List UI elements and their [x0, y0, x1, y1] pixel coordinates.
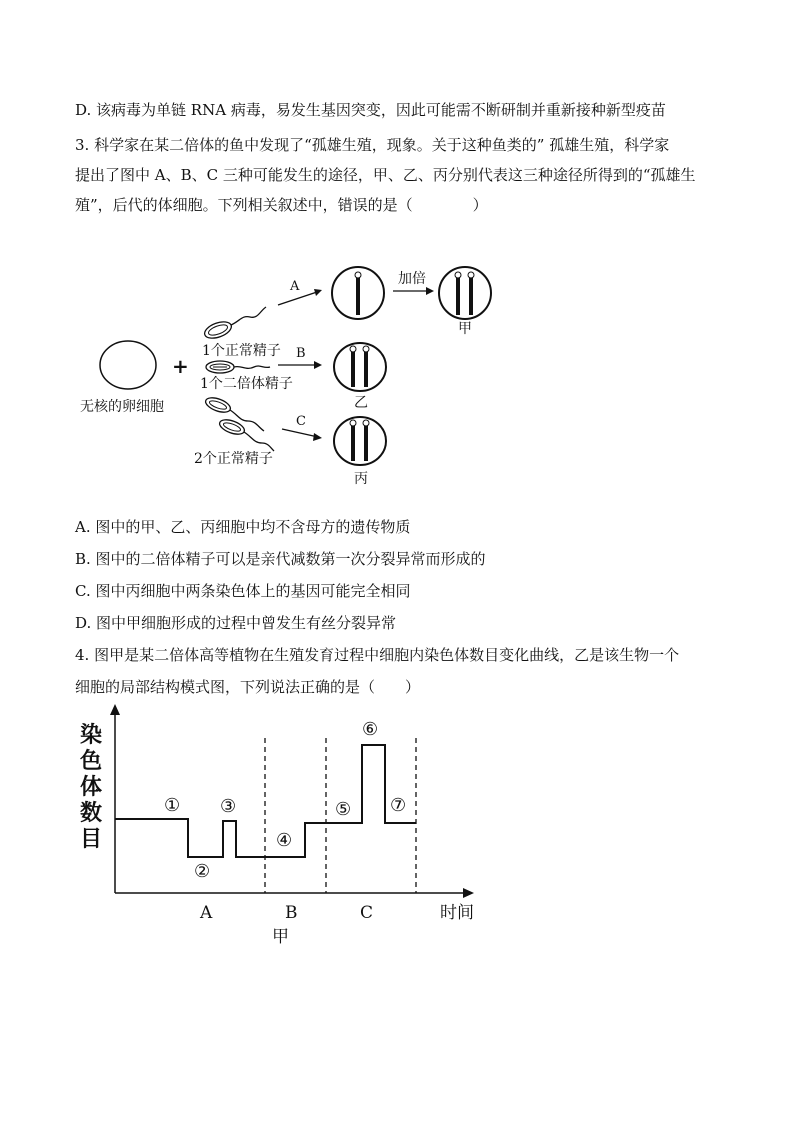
segment-label-5: ⑤	[335, 799, 352, 820]
sperm-c-label: 2个正常精子	[194, 451, 273, 467]
q3-option-a: A. 图中的甲、乙、丙细胞中均不含母方的遗传物质	[75, 518, 411, 536]
q3-stem-line1: 3. 科学家在某二倍体的鱼中发现了“孤雄生殖，现象。关于这种鱼类的” 孤雄生殖，科学家	[75, 136, 670, 154]
x-axis-label: 时间	[440, 903, 474, 923]
segment-label-4: ④	[276, 830, 293, 851]
q4-stem-line2: 细胞的局部结构模式图，下列说法正确的是（ ）	[75, 678, 421, 696]
androgenesis-diagram	[60, 245, 520, 495]
q3-option-b: B. 图中的二倍体精子可以是亲代减数第一次分裂异常而形成的	[75, 550, 486, 568]
route-a-label: A	[290, 279, 300, 294]
segment-label-6: ⑥	[362, 719, 379, 740]
sperm-b-icon	[206, 361, 270, 373]
cell-yi	[334, 343, 386, 391]
cell-bing	[334, 417, 386, 465]
phase-label-a: A	[200, 903, 213, 923]
cell-yi-label: 乙	[354, 395, 368, 411]
route-c-label: C	[296, 414, 306, 429]
plus-sign: +	[172, 354, 189, 378]
y-axis-label-char-2: 色	[80, 748, 103, 774]
q3-stem-line2: 提出了图中 A、B、C 三种可能发生的途径，甲、乙、丙分别代表这三种途径所得到的“孤雄生	[75, 166, 696, 184]
segment-label-1: ①	[164, 795, 181, 816]
cell-bing-label: 丙	[354, 471, 368, 487]
y-axis-label-char-4: 数	[80, 800, 103, 826]
cell-jia	[439, 267, 491, 319]
route-b-label: B	[296, 346, 306, 361]
q3-option-d: D. 图中甲细胞形成的过程中曾发生有丝分裂异常	[75, 614, 397, 632]
sperm-b-label: 1个二倍体精子	[200, 376, 293, 392]
phase-label-c: C	[360, 903, 374, 923]
segment-label-7: ⑦	[390, 795, 407, 816]
sperm-a-icon	[202, 307, 266, 341]
phase-label-b: B	[285, 903, 298, 923]
cell-jia-label: 甲	[458, 321, 472, 337]
chromosome-curve-chart	[70, 700, 490, 955]
segment-label-3: ③	[220, 796, 237, 817]
q4-stem-line1: 4. 图甲是某二倍体高等植物在生殖发育过程中细胞内染色体数目变化曲线，乙是该生物一个	[75, 646, 680, 664]
sperm-c-icon	[204, 395, 274, 451]
sperm-a-label: 1个正常精子	[202, 343, 281, 359]
figure-caption: 甲	[272, 927, 289, 947]
q3-option-c: C. 图中丙细胞中两条染色体上的基因可能完全相同	[75, 582, 411, 600]
double-label: 加倍	[398, 271, 426, 287]
y-axis-label-char-5: 目	[80, 826, 103, 852]
q3-stem-line3: 殖”，后代的体细胞。下列相关叙述中，错误的是（ ）	[75, 196, 488, 214]
segment-label-2: ②	[194, 861, 211, 882]
y-axis-label-char-1: 染	[80, 722, 103, 748]
y-axis-label-char-3: 体	[80, 774, 103, 800]
egg-label: 无核的卵细胞	[80, 399, 164, 415]
egg-cell	[100, 341, 156, 389]
q2-option-d: D. 该病毒为单链 RNA 病毒，易发生基因突变，因此可能需不断研制并重新接种新型疫苗	[75, 101, 666, 119]
